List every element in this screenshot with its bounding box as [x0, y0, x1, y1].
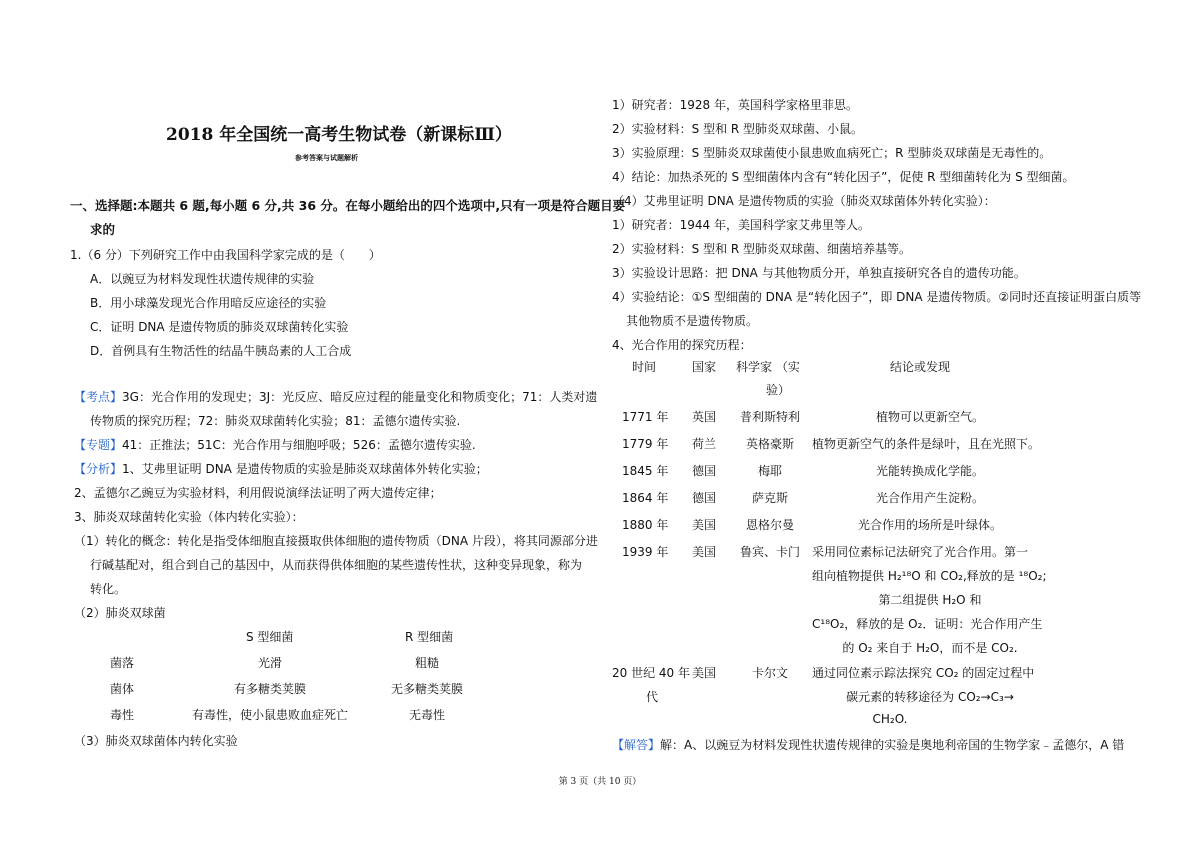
- bact-row-label: 菌体: [110, 682, 135, 696]
- page-subtitle: 参考答案与试题解析: [295, 154, 358, 162]
- page-footer: 第 3 页（共 10 页）: [558, 777, 642, 787]
- right-line-5: （4）艾弗里证明 DNA 是遗传物质的实验（肺炎双球菌体外转化实验）：: [612, 194, 996, 208]
- history-head-scientist-cont: 验）: [766, 383, 791, 397]
- fenxi-text: 1、艾弗里证明 DNA 是遗传物质的实验是肺炎双球菌体外转化实验；: [122, 462, 488, 476]
- right-line-3: 3）实验原理：S 型肺炎双球菌使小鼠患败血病死亡；R 型肺炎双球菌是无毒性的。: [612, 146, 1052, 160]
- kaodian: [74, 388, 597, 405]
- history-result-line: 通过同位素示踪法探究 CO₂ 的固定过程中: [812, 666, 1035, 680]
- right-line-1: 1）研究者：1928 年，英国科学家格里菲思。: [612, 98, 858, 112]
- history-scientist: 鲁宾、卡门: [739, 545, 800, 559]
- bact-header-r: R 型细菌: [405, 630, 454, 644]
- analysis-p3-1-end: 转化。: [90, 582, 127, 596]
- history-country: 荷兰: [692, 437, 717, 451]
- history-result: 光合作用的场所是叶绿体。: [857, 518, 1002, 532]
- bact-cell-s: 有多糖类荚膜: [233, 682, 306, 696]
- bact-cell-r: 无多糖类荚膜: [390, 682, 463, 696]
- history-result-line: 采用同位素标记法研究了光合作用。第一: [812, 545, 1029, 559]
- jieda: [612, 736, 1124, 753]
- section-heading-cont: 求的: [90, 222, 116, 237]
- history-country: 美国: [692, 518, 717, 532]
- history-result-line: CH₂O.: [872, 712, 908, 726]
- history-head-result: 结论或发现: [890, 360, 951, 374]
- history-scientist: 萨克斯: [751, 491, 788, 505]
- history-scientist: 梅耶: [757, 464, 782, 478]
- analysis-p3: 3、肺炎双球菌转化实验（体内转化实验）：: [74, 510, 304, 524]
- right-line-7: 2）实验材料：S 型和 R 型肺炎双球菌、细菌培养基等。: [612, 242, 912, 256]
- history-time-cont: 代: [646, 690, 659, 704]
- zhuanti: [74, 436, 476, 453]
- bact-row-label: 菌落: [110, 656, 135, 670]
- question-1: 1.（6 分）下列研究工作中由我国科学家完成的是（ ）: [70, 248, 381, 262]
- history-result: 光能转换成化学能。: [875, 464, 984, 478]
- history-result-line: 的 O₂ 来自于 H₂O，而不是 CO₂.: [842, 641, 1018, 655]
- history-result-line: 碳元素的转移途径为 CO₂→C₃→: [846, 690, 1014, 704]
- option-b: B．用小球藻发现光合作用暗反应途径的实验: [90, 296, 327, 310]
- history-scientist: 普利斯特利: [739, 410, 800, 424]
- history-time: 1779 年: [622, 437, 669, 451]
- history-time: 1939 年: [622, 545, 669, 559]
- bact-header-s: S 型细菌: [246, 630, 294, 644]
- analysis-p3-3: （3）肺炎双球菌体内转化实验: [74, 734, 238, 748]
- section-heading: 一、选择题:本题共 6 题,每小题 6 分,共 36 分。在每小题给出的四个选项中,只有一项是符合题目要: [70, 198, 626, 213]
- history-time: 20 世纪 40 年: [612, 666, 690, 680]
- history-time: 1864 年: [622, 491, 669, 505]
- history-scientist: 卡尔文: [751, 666, 788, 680]
- zhuanti-tag: 【专题】: [74, 438, 123, 452]
- bact-row-label: 毒性: [110, 708, 135, 722]
- history-head-time: 时间: [632, 360, 657, 374]
- history-time: 1845 年: [622, 464, 669, 478]
- jieda-text: 解：A、以豌豆为材料发现性状遗传规律的实验是奥地利帝国的生物学家﹣孟德尔，A 错: [660, 738, 1125, 752]
- analysis-p3-1-cont: 行碱基配对，组合到自己的基因中，从而获得供体细胞的某些遗传性状，这种变异现象，称为: [90, 558, 583, 572]
- right-line-4: 4）结论：加热杀死的 S 型细菌体内含有“转化因子”，促使 R 型细菌转化为 S 型细菌。: [612, 170, 1075, 184]
- history-time: 1771 年: [622, 410, 669, 424]
- option-c: C．证明 DNA 是遗传物质的肺炎双球菌转化实验: [90, 320, 349, 334]
- analysis-p3-1: （1）转化的概念：转化是指受体细胞直接摄取供体细胞的遗传物质（DNA 片段），将其同源部分进: [74, 534, 598, 548]
- history-head-scientist: 科学家 （实: [736, 360, 800, 374]
- right-line-6: 1）研究者：1944 年，美国科学家艾弗里等人。: [612, 218, 870, 232]
- bact-cell-r: 粗糙: [414, 656, 439, 670]
- right-line-10: 4、光合作用的探究历程：: [612, 338, 752, 352]
- bact-cell-r: 无毒性: [408, 708, 445, 722]
- option-a: A．以豌豆为材料发现性状遗传规律的实验: [90, 272, 315, 286]
- history-time: 1880 年: [622, 518, 669, 532]
- analysis-p3-2: （2）肺炎双球菌: [74, 606, 166, 620]
- history-result: 植物更新空气的条件是绿叶，且在光照下。: [812, 437, 1041, 451]
- right-line-8: 3）实验设计思路：把 DNA 与其他物质分开，单独直接研究各自的遗传功能。: [612, 266, 1026, 280]
- history-country: 美国: [692, 666, 717, 680]
- right-line-9: 4）实验结论：①S 型细菌的 DNA 是“转化因子”，即 DNA 是遗传物质。②同时还直接证明蛋白质等: [612, 290, 1142, 304]
- history-result-line: 组向植物提供 H₂¹⁸O 和 CO₂,释放的是 ¹⁸O₂;: [812, 569, 1047, 583]
- right-line-9-cont: 其他物质不是遗传物质。: [626, 314, 759, 328]
- bact-cell-s: 光滑: [257, 656, 282, 670]
- history-result-line: 第二组提供 H₂O 和: [878, 593, 982, 607]
- option-d: D．首例具有生物活性的结晶牛胰岛素的人工合成: [90, 344, 352, 358]
- history-country: 美国: [692, 545, 717, 559]
- history-country: 英国: [692, 410, 717, 424]
- fenxi-tag: 【分析】: [74, 462, 123, 476]
- bact-cell-s: 有毒性，使小鼠患败血症死亡: [191, 708, 348, 722]
- zhuanti-text: 41：正推法；51C：光合作用与细胞呼吸；526：孟德尔遗传实验.: [122, 438, 476, 452]
- jieda-tag: 【解答】: [612, 738, 661, 752]
- analysis-p2: 2、孟德尔乙豌豆为实验材料，利用假说演绎法证明了两大遗传定律；: [74, 486, 442, 500]
- kaodian-text-cont: 传物质的探究历程；72：肺炎双球菌转化实验；81：孟德尔遗传实验.: [90, 414, 461, 428]
- history-result-line: C¹⁸O₂，释放的是 O₂．证明：光合作用产生: [812, 617, 1043, 631]
- page-title: 2018 年全国统一高考生物试卷（新课标Ⅲ）: [166, 125, 512, 145]
- fenxi: [74, 460, 488, 477]
- kaodian-tag: 【考点】: [74, 390, 123, 404]
- history-country: 德国: [692, 464, 717, 478]
- kaodian-text: 3G：光合作用的发现史；3J：光反应、暗反应过程的能量变化和物质变化；71：人类对遗: [122, 390, 598, 404]
- history-result: 光合作用产生淀粉。: [875, 491, 984, 505]
- history-scientist: 恩格尔曼: [745, 518, 794, 532]
- history-scientist: 英格豪斯: [745, 437, 794, 451]
- history-result: 植物可以更新空气。: [875, 410, 984, 424]
- right-line-2: 2）实验材料：S 型和 R 型肺炎双球菌、小鼠。: [612, 122, 864, 136]
- history-country: 德国: [692, 491, 717, 505]
- history-head-country: 国家: [692, 360, 717, 374]
